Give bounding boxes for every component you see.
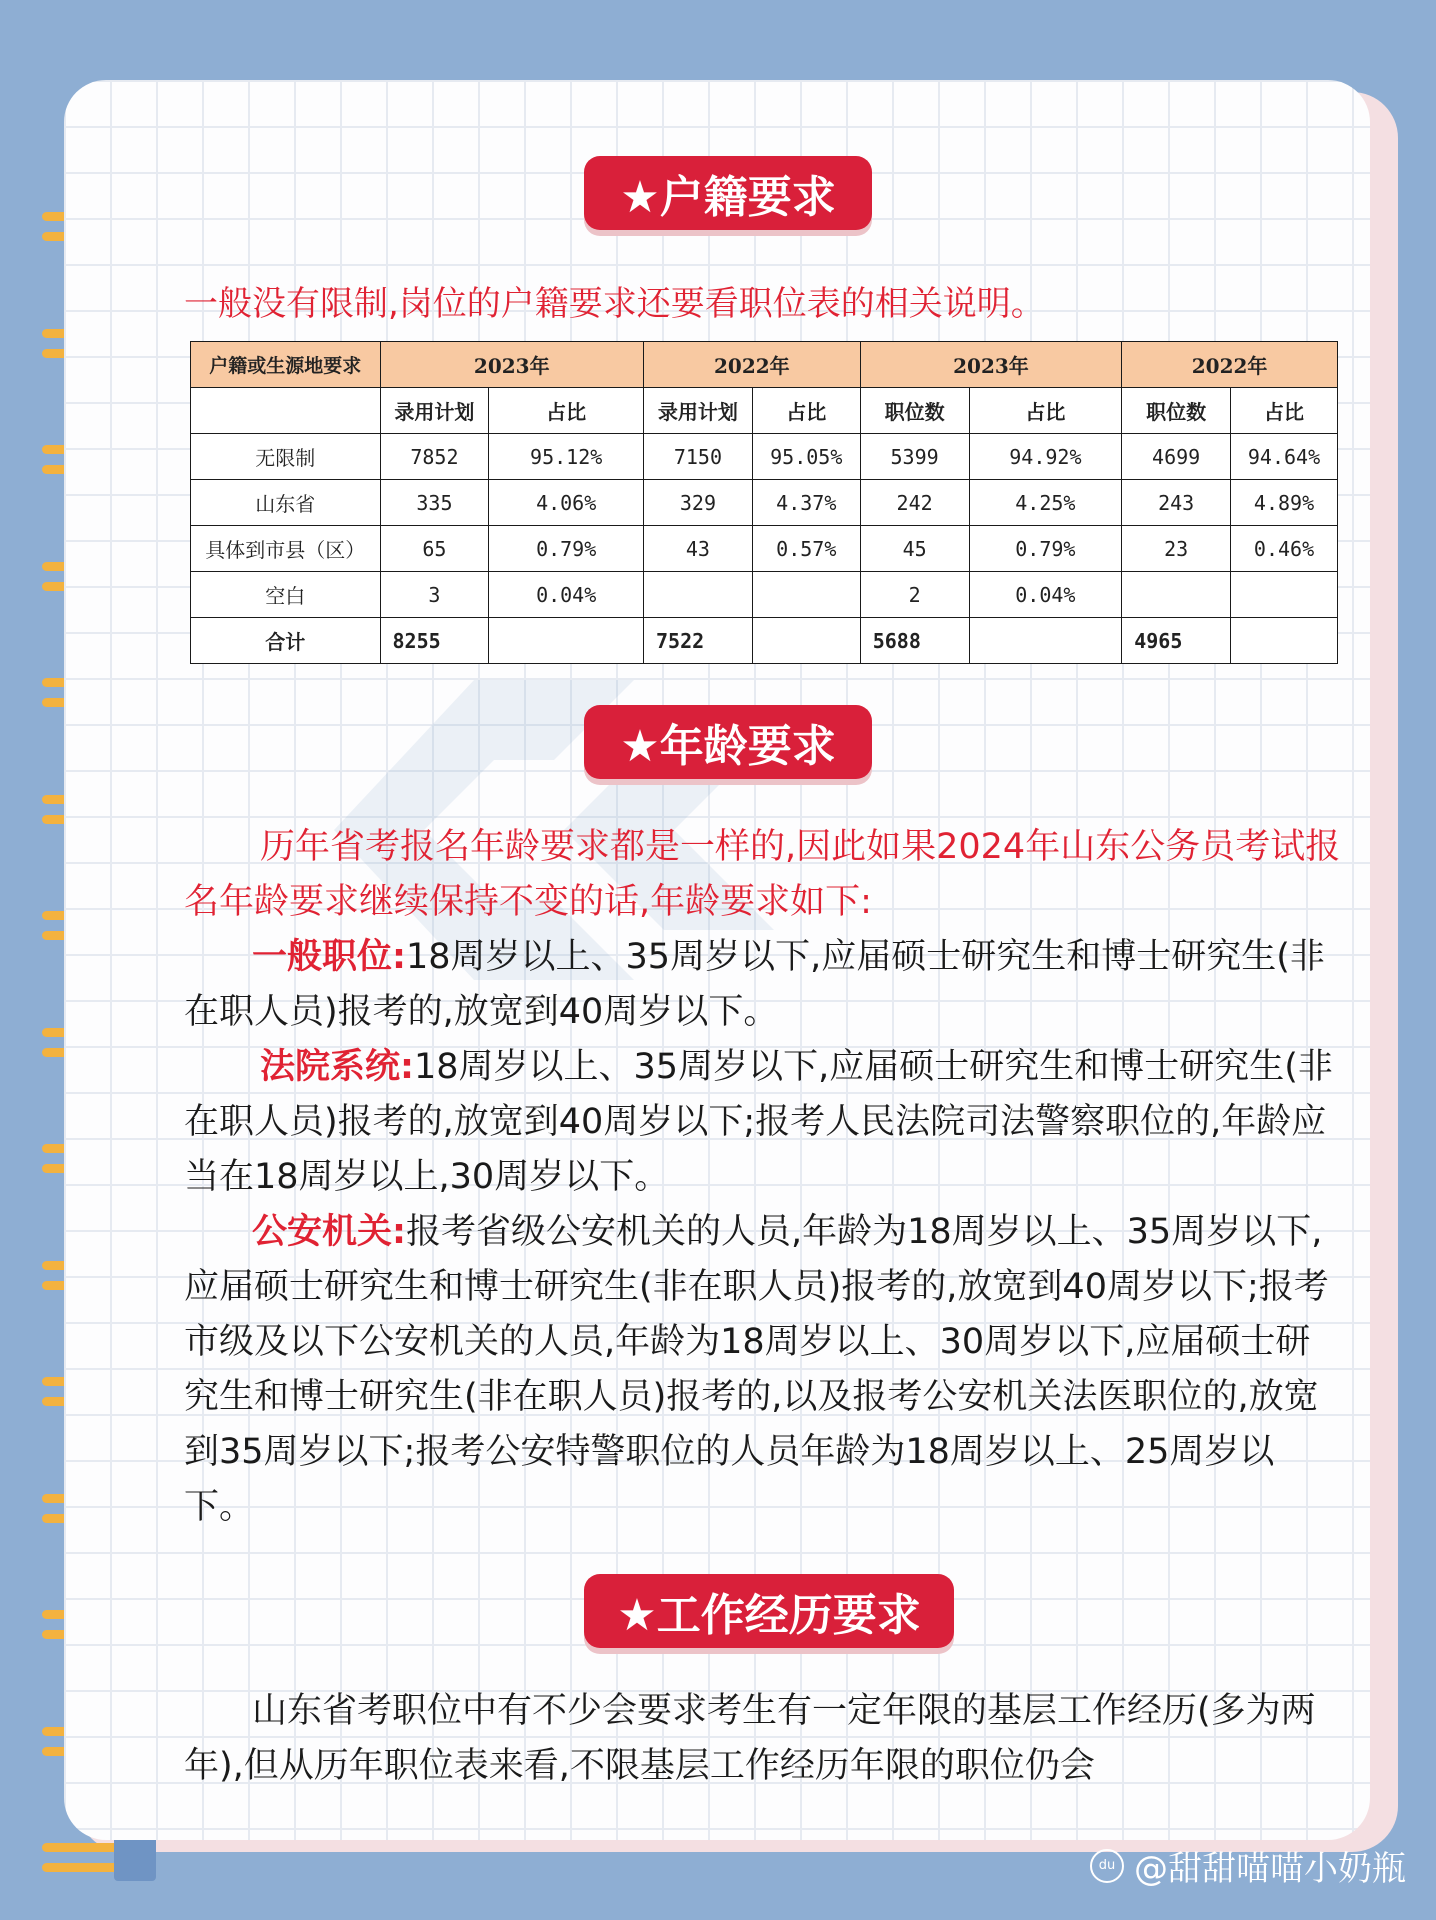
table-cell: 0.04% xyxy=(489,572,644,618)
metric-header: 占比 xyxy=(1231,388,1338,434)
table-cell: 242 xyxy=(860,480,969,526)
table-cell: 7522 xyxy=(644,618,753,664)
age-police-paragraph xyxy=(184,1205,1344,1535)
table-corner: 户籍或生源地要求 xyxy=(191,342,381,388)
year-header: 2023年 xyxy=(380,342,644,388)
table-row xyxy=(191,434,1338,480)
huji-table xyxy=(190,341,1338,664)
table-cell: 43 xyxy=(644,526,753,572)
section-title-age: ★年龄要求 xyxy=(584,705,872,779)
platform-logo-icon: du xyxy=(1090,1849,1124,1883)
year-header: 2023年 xyxy=(860,342,1122,388)
age-intro: 历年省考报名年龄要求都是一样的,因此如果2024年山东公务员考试报名年龄要求继续保持不变的话,年龄要求如下: xyxy=(184,827,1341,922)
table-cell: 94.64% xyxy=(1231,434,1338,480)
row-label: 山东省 xyxy=(191,480,381,526)
table-cell: 95.12% xyxy=(489,434,644,480)
table-cell: 4.37% xyxy=(752,480,860,526)
metric-header: 占比 xyxy=(489,388,644,434)
work-text: 山东省考职位中有不少会要求考生有一定年限的基层工作经历(多为两年),但从历年职位表来看,不限基层工作经历年限的职位仍会 xyxy=(184,1691,1316,1786)
police-text: 报考省级公安机关的人员,年龄为18周岁以上、35周岁以下,应届硕士研究生和博士研究生(非在职人员)报考的,放宽到40周岁以下;报考市级及以下公安机关的人员,年龄为18周岁以上、30周岁以下,应届硕士研究生和博士研究生(非在职人员)报考的,以及报考公安机关法医职位的,放宽到35周岁以下;报考公安特警职位的人员年龄为18周岁以上、25周岁以下。 xyxy=(184,1212,1329,1527)
table-row xyxy=(191,572,1338,618)
table-cell: 4.06% xyxy=(489,480,644,526)
table-cell: 5399 xyxy=(860,434,969,480)
table-cell: 0.57% xyxy=(752,526,860,572)
table-cell: 3 xyxy=(380,572,489,618)
table-total-row xyxy=(191,618,1338,664)
section-title-huji: ★户籍要求 xyxy=(584,156,872,230)
age-court-paragraph xyxy=(184,1040,1344,1205)
table-cell: 95.05% xyxy=(752,434,860,480)
row-label: 无限制 xyxy=(191,434,381,480)
table-cell xyxy=(1231,572,1338,618)
table-cell: 23 xyxy=(1122,526,1231,572)
general-label: 一般职位: xyxy=(252,937,406,977)
table-cell xyxy=(489,618,644,664)
table-cell xyxy=(644,572,753,618)
year-header: 2022年 xyxy=(644,342,861,388)
table-cell: 7150 xyxy=(644,434,753,480)
table-cell: 0.04% xyxy=(969,572,1122,618)
table-empty-cell xyxy=(191,388,381,434)
age-general-paragraph xyxy=(184,930,1344,1040)
table-row xyxy=(191,526,1338,572)
metric-header: 职位数 xyxy=(860,388,969,434)
table-cell: 335 xyxy=(380,480,489,526)
age-section-body xyxy=(184,820,1344,1535)
metric-header: 录用计划 xyxy=(380,388,489,434)
metric-header: 占比 xyxy=(969,388,1122,434)
table-header-years xyxy=(191,342,1338,388)
metric-header: 占比 xyxy=(752,388,860,434)
year-header: 2022年 xyxy=(1122,342,1338,388)
table-cell xyxy=(752,618,860,664)
table-row xyxy=(191,480,1338,526)
table-cell: 45 xyxy=(860,526,969,572)
table-cell xyxy=(752,572,860,618)
metric-header: 录用计划 xyxy=(644,388,753,434)
row-label: 空白 xyxy=(191,572,381,618)
table-cell: 243 xyxy=(1122,480,1231,526)
table-cell: 7852 xyxy=(380,434,489,480)
author-name: @甜甜喵喵小奶瓶 xyxy=(1134,1849,1406,1889)
table-cell: 329 xyxy=(644,480,753,526)
general-text: 18周岁以上、35周岁以下,应届硕士研究生和博士研究生(非在职人员)报考的,放宽到40周岁以下。 xyxy=(184,937,1325,1032)
spiral-ring xyxy=(0,1833,160,1883)
table-cell: 0.46% xyxy=(1231,526,1338,572)
table-cell: 0.79% xyxy=(969,526,1122,572)
table-cell xyxy=(1231,618,1338,664)
table-cell: 4.89% xyxy=(1231,480,1338,526)
court-label: 法院系统: xyxy=(260,1047,414,1087)
work-section-body xyxy=(184,1684,1344,1794)
table-cell xyxy=(1122,572,1231,618)
table-cell: 4699 xyxy=(1122,434,1231,480)
table-cell: 8255 xyxy=(380,618,489,664)
row-label: 具体到市县（区） xyxy=(191,526,381,572)
metric-header: 职位数 xyxy=(1122,388,1231,434)
table-cell: 94.92% xyxy=(969,434,1122,480)
row-label: 合计 xyxy=(191,618,381,664)
table-cell: 65 xyxy=(380,526,489,572)
table-cell xyxy=(969,618,1122,664)
court-text: 18周岁以上、35周岁以下,应届硕士研究生和博士研究生(非在职人员)报考的,放宽到40周岁以下;报考人民法院司法警察职位的,年龄应当在18周岁以上,30周岁以下。 xyxy=(184,1047,1333,1197)
table-cell: 5688 xyxy=(860,618,969,664)
table-cell: 4965 xyxy=(1122,618,1231,664)
police-label: 公安机关: xyxy=(252,1212,406,1252)
section-title-work: ★工作经历要求 xyxy=(584,1574,954,1648)
table-cell: 4.25% xyxy=(969,480,1122,526)
huji-intro: 一般没有限制,岗位的户籍要求还要看职位表的相关说明。 xyxy=(184,284,1045,324)
table-cell: 0.79% xyxy=(489,526,644,572)
author-credit xyxy=(1090,1841,1406,1890)
table-cell: 2 xyxy=(860,572,969,618)
table-header-metrics xyxy=(191,388,1338,434)
